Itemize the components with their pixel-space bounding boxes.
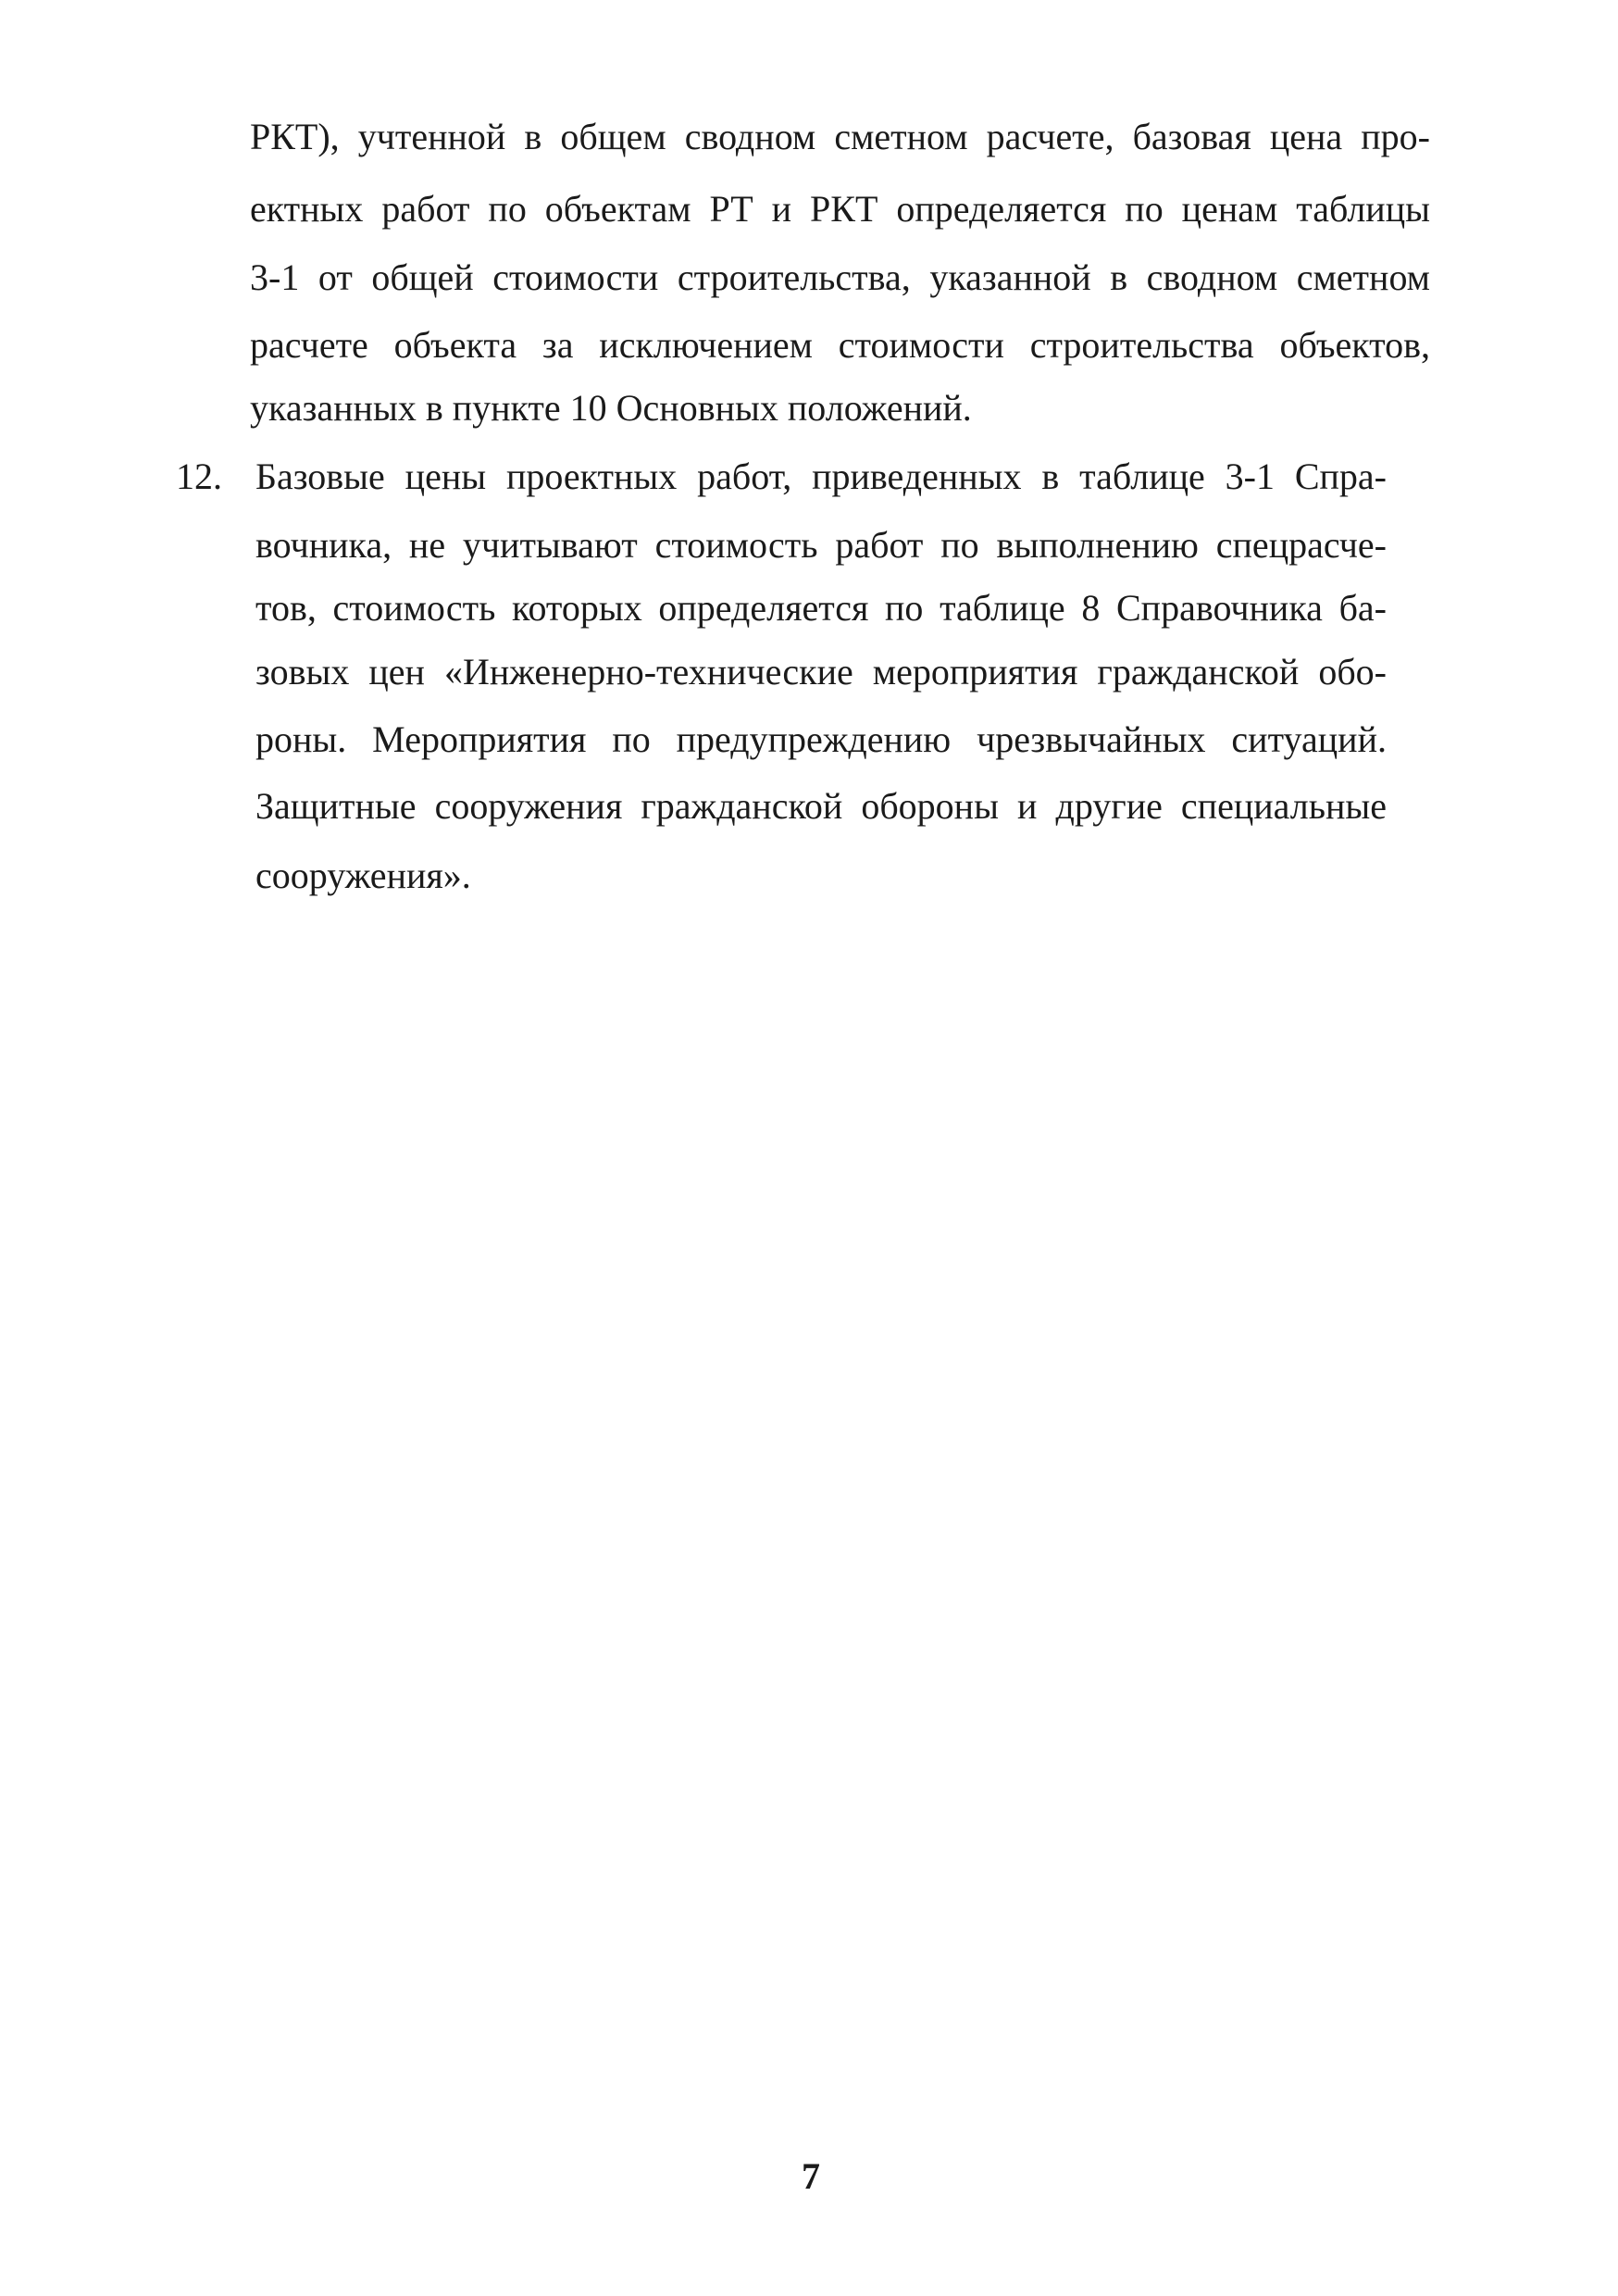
paragraph-line: Базовые цены проектных работ, приведенных в таблице 3-1 Спра-	[255, 455, 1387, 497]
paragraph-line: 3-1 от общей стоимости строительства, указанной в сводном сметном	[250, 256, 1430, 298]
paragraph-line: вочника, не учитывают стоимость работ по выполнению спецрасче-	[255, 524, 1387, 566]
paragraph-line: Защитные сооружения гражданской обороны и другие специальные	[255, 785, 1387, 827]
paragraph-line: роны. Мероприятия по предупреждению чрезвычайных ситуаций.	[255, 718, 1387, 760]
list-item-number: 12.	[176, 455, 222, 497]
paragraph-line: РКТ), учтенной в общем сводном сметном расчете, базовая цена про-	[250, 116, 1430, 157]
paragraph-line: указанных в пункте 10 Основных положений.	[250, 387, 972, 429]
paragraph-line: сооружения».	[255, 855, 471, 896]
paragraph-line: ектных работ по объектам РТ и РКТ определяется по ценам таблицы	[250, 188, 1430, 230]
page-number: 7	[802, 2155, 820, 2197]
paragraph-line: зовых цен «Инженерно-технические мероприятия гражданской обо-	[255, 651, 1387, 693]
paragraph-line: тов, стоимость которых определяется по таблице 8 Справочника ба-	[255, 587, 1387, 629]
paragraph-line: расчете объекта за исключением стоимости строительства объектов,	[250, 324, 1430, 366]
